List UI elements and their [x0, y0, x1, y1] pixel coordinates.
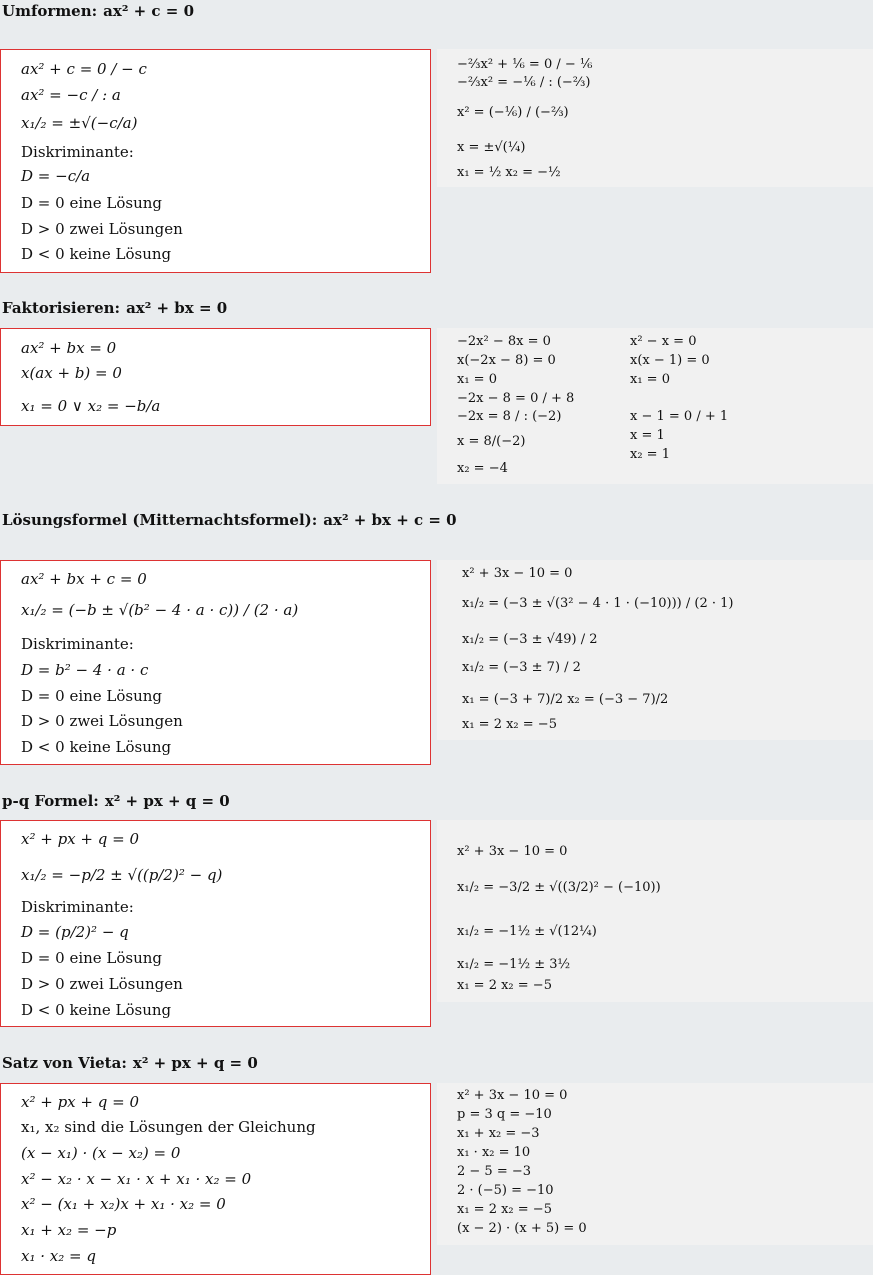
section-heading-faktorisieren [2, 299, 227, 317]
example-line: x² = (−⅙) / (−⅔) [457, 105, 569, 120]
heading-formula: ax² + bx = 0 [126, 299, 228, 317]
example-line: x₁/₂ = (−3 ± √(3² − 4 · 1 · (−10))) / (2 · 1) [462, 596, 734, 611]
theory-line: ax² + c = 0 / − c [21, 60, 147, 78]
heading-title: Satz von Vieta: [2, 1054, 127, 1072]
section-heading-pq-formel [2, 792, 230, 810]
theory-line: D = −c/a [21, 167, 91, 185]
theory-line: Diskriminante: [21, 898, 134, 916]
example-line: x² + 3x − 10 = 0 [457, 844, 568, 859]
example-left-line: −2x = 8 / : (−2) [457, 409, 562, 424]
theory-line: Diskriminante: [21, 635, 134, 653]
heading-formula: x² + px + q = 0 [104, 792, 230, 810]
example-line: x² + 3x − 10 = 0 [457, 1088, 568, 1103]
theory-line: x₁/₂ = (−b ± √(b² − 4 · a · c)) / (2 · a) [21, 601, 299, 619]
example-right-line: x₁ = 0 [630, 372, 670, 387]
example-line: −⅔x² = −⅙ / : (−⅔) [457, 75, 591, 90]
theory-line: x² + px + q = 0 [21, 1093, 139, 1111]
theory-line: x₁/₂ = −p/2 ± √((p/2)² − q) [21, 866, 223, 884]
example-line: x₁ = ½ x₂ = −½ [457, 165, 561, 180]
example-panel-mitternachtsformel [437, 560, 873, 740]
example-right-line: x − 1 = 0 / + 1 [630, 409, 729, 424]
example-right-line: x = 1 [630, 428, 665, 443]
theory-line: D = 0 eine Lösung [21, 194, 163, 212]
theory-box-umformen [0, 49, 431, 273]
theory-line: D = b² − 4 · a · c [21, 661, 149, 679]
example-line: x₁/₂ = −1½ ± √(12¼) [457, 924, 597, 939]
heading-formula: ax² + bx + c = 0 [323, 511, 457, 529]
theory-line: D < 0 keine Lösung [21, 738, 172, 756]
heading-title: Umformen: [2, 2, 98, 20]
theory-line: D < 0 keine Lösung [21, 1001, 172, 1019]
example-panel-umformen [437, 49, 873, 187]
example-line: p = 3 q = −10 [457, 1107, 552, 1122]
example-line: x₁/₂ = −3/2 ± √((3/2)² − (−10)) [457, 880, 661, 895]
theory-line: x₁ + x₂ = −p [21, 1221, 117, 1239]
example-line: 2 − 5 = −3 [457, 1164, 532, 1179]
example-line: x₁ = (−3 + 7)/2 x₂ = (−3 − 7)/2 [462, 692, 669, 707]
example-line: x₁/₂ = (−3 ± 7) / 2 [462, 660, 581, 675]
theory-box-pq-formel [0, 820, 431, 1027]
example-right-line: x₂ = 1 [630, 447, 670, 462]
example-right-line: x(x − 1) = 0 [630, 353, 710, 368]
example-line: x₁ = 2 x₂ = −5 [462, 717, 557, 732]
theory-line: x₁ · x₂ = q [21, 1247, 96, 1265]
theory-line: ax² + bx + c = 0 [21, 570, 147, 588]
example-right-line: x² − x = 0 [630, 334, 697, 349]
heading-title: Lösungsformel (Mitternachtsformel): [2, 511, 318, 529]
example-left-line: x(−2x − 8) = 0 [457, 353, 556, 368]
heading-formula: ax² + c = 0 [103, 2, 194, 20]
theory-line: x₁ = 0 ∨ x₂ = −b/a [21, 397, 161, 415]
theory-line: (x − x₁) · (x − x₂) = 0 [21, 1144, 181, 1162]
theory-box-vieta [0, 1083, 431, 1275]
theory-line: D = (p/2)² − q [21, 923, 129, 941]
section-heading-vieta [2, 1054, 258, 1072]
example-line: 2 · (−5) = −10 [457, 1183, 554, 1198]
theory-box-mitternachtsformel [0, 560, 431, 765]
example-line: x₁ · x₂ = 10 [457, 1145, 531, 1160]
heading-formula: x² + px + q = 0 [132, 1054, 258, 1072]
example-left-line: x₁ = 0 [457, 372, 497, 387]
heading-title: Faktorisieren: [2, 299, 121, 317]
example-left-line: x₂ = −4 [457, 461, 508, 476]
theory-line: x² − (x₁ + x₂)x + x₁ · x₂ = 0 [21, 1195, 226, 1213]
theory-box-faktorisieren [0, 328, 431, 426]
theory-line: Diskriminante: [21, 143, 134, 161]
example-line: x₁ = 2 x₂ = −5 [457, 978, 552, 993]
example-panel-faktorisieren [437, 328, 873, 484]
theory-line: D = 0 eine Lösung [21, 949, 163, 967]
theory-line: x² + px + q = 0 [21, 830, 139, 848]
theory-line: D < 0 keine Lösung [21, 245, 172, 263]
example-line: x₁ + x₂ = −3 [457, 1126, 540, 1141]
example-line: x² + 3x − 10 = 0 [462, 566, 573, 581]
example-line: −⅔x² + ⅙ = 0 / − ⅙ [457, 57, 593, 72]
theory-line: D = 0 eine Lösung [21, 687, 163, 705]
example-left-line: −2x − 8 = 0 / + 8 [457, 391, 575, 406]
example-line: x₁ = 2 x₂ = −5 [457, 1202, 552, 1217]
section-heading-mitternachtsformel [2, 511, 457, 529]
theory-line: ax² + bx = 0 [21, 339, 117, 357]
theory-line: D > 0 zwei Lösungen [21, 712, 183, 730]
example-line: x = ±√(¼) [457, 140, 526, 155]
example-left-line: −2x² − 8x = 0 [457, 334, 551, 349]
section-heading-umformen [2, 2, 194, 20]
theory-line: D > 0 zwei Lösungen [21, 975, 183, 993]
example-line: x₁/₂ = (−3 ± √49) / 2 [462, 632, 598, 647]
heading-title: p-q Formel: [2, 792, 99, 810]
example-panel-pq-formel [437, 820, 873, 1002]
example-panel-vieta [437, 1083, 873, 1245]
theory-line: ax² = −c / : a [21, 86, 121, 104]
example-line: x₁/₂ = −1½ ± 3½ [457, 957, 571, 972]
theory-line: x₁, x₂ sind die Lösungen der Gleichung [21, 1118, 316, 1136]
example-left-line: x = 8/(−2) [457, 434, 526, 449]
theory-line: x₁/₂ = ±√(−c/a) [21, 114, 138, 132]
theory-line: D > 0 zwei Lösungen [21, 220, 183, 238]
theory-line: x² − x₂ · x − x₁ · x + x₁ · x₂ = 0 [21, 1170, 252, 1188]
theory-line: x(ax + b) = 0 [21, 364, 122, 382]
example-line: (x − 2) · (x + 5) = 0 [457, 1221, 587, 1236]
